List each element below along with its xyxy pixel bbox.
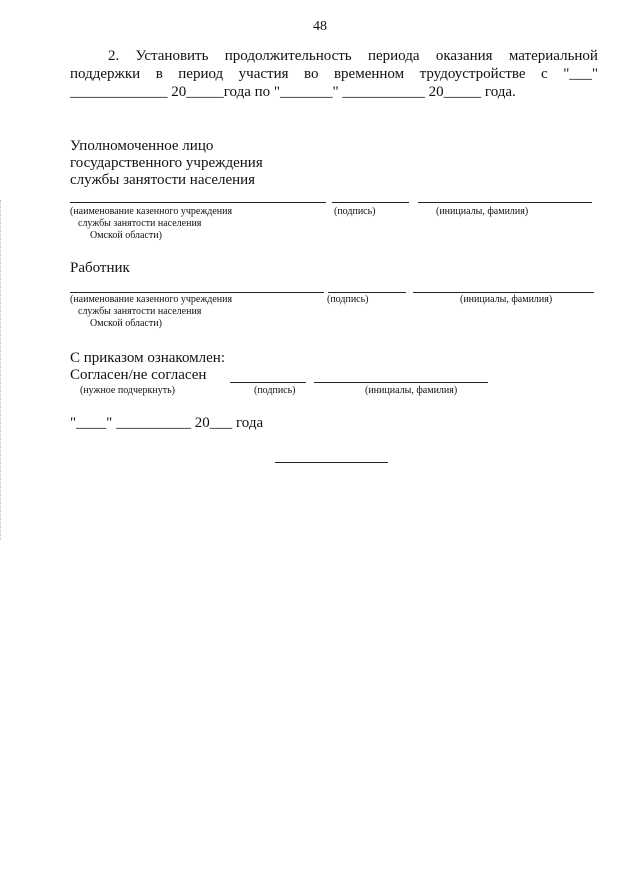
acknowledgement-signature-line bbox=[230, 382, 306, 383]
worker-institution-label-line: Омской области) bbox=[90, 318, 162, 329]
worker-institution-label-line: службы занятости населения bbox=[78, 306, 202, 317]
authorized-heading-line: государственного учреждения bbox=[70, 155, 263, 171]
underline-needed-label: (нужное подчеркнуть) bbox=[80, 385, 175, 396]
paragraph-word: в bbox=[155, 66, 163, 82]
paragraph-word: во bbox=[304, 66, 319, 82]
date-line: "____" __________ 20___ года bbox=[70, 415, 264, 431]
authorized-initials-label: (инициалы, фамилия) bbox=[436, 206, 529, 217]
authorized-institution-label-line: службы занятости населения bbox=[78, 218, 202, 229]
paragraph-word: период bbox=[178, 66, 224, 82]
agree-disagree-text: Согласен/не согласен bbox=[70, 367, 207, 383]
scan-edge-mark bbox=[0, 200, 2, 540]
page-number: 48 bbox=[313, 19, 327, 34]
worker-signature-label: (подпись) bbox=[327, 294, 369, 305]
acknowledgement-initials-label: (инициалы, фамилия) bbox=[365, 385, 458, 396]
authorized-institution-label-line: Омской области) bbox=[90, 230, 162, 241]
authorized-institution-label-line: (наименование казенного учреждения bbox=[70, 206, 233, 217]
worker-initials-label: (инициалы, фамилия) bbox=[460, 294, 553, 305]
paragraph-word: с bbox=[541, 66, 548, 82]
paragraph-word: 2. bbox=[108, 48, 120, 64]
paragraph-word: оказания bbox=[435, 48, 493, 64]
paragraph-word: периода bbox=[367, 48, 420, 64]
paragraph-word: временном bbox=[333, 66, 405, 82]
paragraph-word: Установить bbox=[135, 48, 209, 64]
acknowledgement-signature-label: (подпись) bbox=[254, 385, 296, 396]
worker-institution-label-line: (наименование казенного учреждения bbox=[70, 294, 233, 305]
authorized-signature-line bbox=[332, 202, 409, 203]
paragraph-line-2 bbox=[70, 65, 598, 83]
authorized-initials-line bbox=[418, 202, 592, 203]
worker-initials-line bbox=[413, 292, 594, 293]
paragraph-word: участия bbox=[238, 66, 289, 82]
closing-separator-line bbox=[275, 462, 388, 463]
paragraph-word: продолжительность bbox=[224, 48, 352, 64]
paragraph-word: "___" bbox=[563, 66, 598, 82]
acknowledgement-initials-line bbox=[314, 382, 488, 383]
paragraph-word: материальной bbox=[508, 48, 598, 64]
paragraph-line-1 bbox=[70, 47, 598, 65]
authorized-heading-line: службы занятости населения bbox=[70, 172, 256, 188]
worker-signature-line bbox=[328, 292, 406, 293]
authorized-institution-line bbox=[70, 202, 326, 203]
worker-institution-line bbox=[70, 292, 324, 293]
authorized-signature-label: (подпись) bbox=[334, 206, 376, 217]
paragraph-word: поддержки bbox=[70, 66, 141, 82]
authorized-heading-line: Уполномоченное лицо bbox=[70, 138, 214, 154]
paragraph-word: трудоустройстве bbox=[419, 66, 526, 82]
worker-heading: Работник bbox=[70, 260, 130, 276]
acknowledgement-heading: С приказом ознакомлен: bbox=[70, 350, 226, 366]
paragraph-line-3: _____________ 20_____года по "_______" ___________ 20_____ года. bbox=[70, 84, 516, 100]
